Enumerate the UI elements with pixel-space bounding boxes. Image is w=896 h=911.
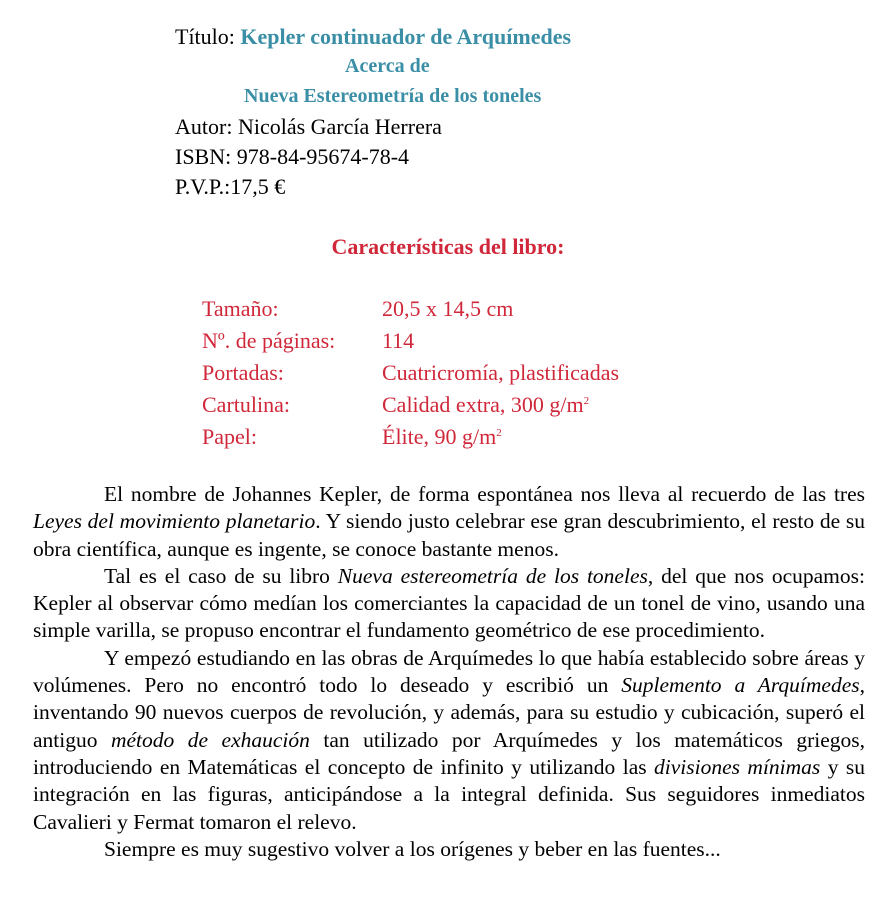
price-row (175, 172, 571, 202)
author-row (175, 112, 571, 142)
spec-row-cardboard (202, 389, 619, 421)
spec-label: Tamaño: (202, 296, 279, 321)
book-subtitle-line-1: Acerca de (345, 55, 430, 77)
price-value: 17,5 € (230, 174, 286, 199)
title-label: Título: (175, 24, 235, 49)
book-subtitle-line-2: Nueva Estereometría de los toneles (244, 85, 542, 107)
paragraph: Siempre es muy sugestivo volver a los orígenes y beber en las fuentes... (104, 836, 721, 861)
paragraph: Y empezó estudiando en las obras de Arquímedes lo que había establecido sobre áreas y volúmenes. Pero no encontró todo lo deseado y escribió un Suplemento a Arquímedes, inventando 90 nuevos cuerpos de revolución, y además, para su estudio y cubicación, superó el antiguo método de exhaución tan utilizado por Arquímedes y los matemáticos griegos, introduciendo en Matemáticas el concepto de infinito y utilizando las divisiones mínimas y su integración en las figuras, anticipándose a la integral definida. Sus seguidores inmediatos Cavalieri y Fermat tomaron el relevo. (33, 645, 866, 834)
features-table (202, 293, 619, 453)
spec-value: 114 (382, 328, 415, 353)
author-label: Autor: (175, 114, 233, 139)
title-row (175, 22, 571, 52)
spec-row-size (202, 293, 619, 325)
author-name: Nicolás García Herrera (237, 114, 442, 139)
italic-phrase: método de exhaución (110, 727, 310, 752)
spec-row-paper (202, 421, 619, 453)
spec-label: Nº. de páginas: (202, 328, 336, 353)
description-text (33, 481, 865, 863)
spec-value: Cuatricromía, plastificadas (382, 360, 620, 385)
book-title: Kepler continuador de Arquímedes (240, 24, 572, 49)
isbn-value: 978-84-95674-78-4 (236, 144, 410, 169)
paragraph: El nombre de Johannes Kepler, de forma espontánea nos lleva al recuerdo de las tres Leyes del movimiento planetario. Y siendo justo celebrar ese gran descubrimiento, el resto de su obra científica, aunque es ingente, se conoce bastante menos. (33, 482, 865, 561)
price-label: P.V.P.: (175, 174, 231, 199)
spec-superscript: 2 (583, 395, 590, 407)
spec-label: Portadas: (202, 360, 284, 385)
spec-value: Élite, 90 g/m (382, 424, 497, 449)
spec-label: Cartulina: (202, 392, 290, 417)
spec-row-pages (202, 325, 619, 357)
italic-phrase: Leyes del movimiento planetario (33, 509, 316, 534)
isbn-row (175, 142, 571, 172)
italic-phrase: divisiones mínimas (654, 754, 821, 779)
italic-phrase: Nueva estereometría de los toneles (337, 563, 648, 588)
italic-phrase: Suplemento a Arquímedes (621, 673, 860, 698)
isbn-label: ISBN: (175, 144, 232, 169)
features-heading: Características del libro: (331, 234, 565, 259)
spec-value: 20,5 x 14,5 cm (382, 296, 514, 321)
book-metadata (175, 22, 571, 202)
spec-superscript: 2 (496, 427, 502, 439)
paragraph: Tal es el caso de su libro Nueva estereometría de los toneles, del que nos ocupamos: Kepler al observar cómo medían los comerciantes la capacidad de un tonel de vino, usando una simple varilla, se propuso encontrar el fundamento geométrico de ese procedimiento. (33, 563, 865, 643)
spec-row-covers (202, 357, 619, 389)
spec-label: Papel: (202, 424, 257, 449)
spec-value: Calidad extra, 300 g/m (382, 392, 584, 417)
